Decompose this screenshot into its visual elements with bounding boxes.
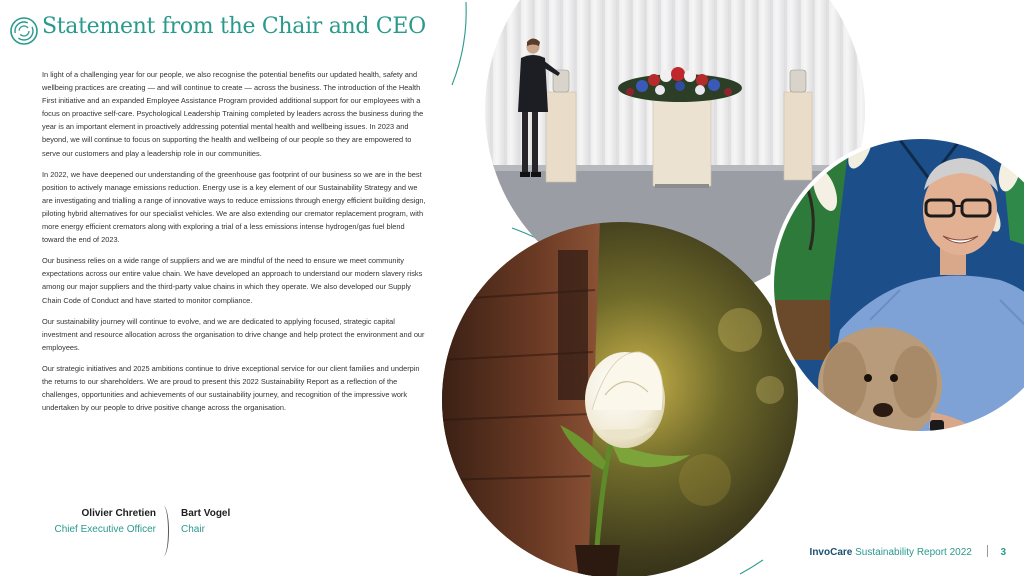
page-number: 3 (1000, 547, 1006, 558)
decorative-arc (740, 560, 763, 574)
chair-name: Bart Vogel (181, 508, 231, 519)
paragraph-emissions: In 2022, we have deepened our understanding of the greenhouse gas footprint of our business so we are in the best position to actively manage emissions reduction. Energy use is a key element of our Sustainability Strategy and we are investigating and trialling a range of innovative ways to reduce emissions through energy efficient building design, piloting hybrid alternatives for our specialist vehicles. We are also extending our cremator replacement program, with more energy efficient cremators along with exploring a trial of a less emissions intense hydrogen/gas fuel blend toward the end of 2023. (42, 169, 426, 245)
paragraph-suppliers: Our business relies on a wide range of suppliers and we are mindful of the need to ensure we meet community expectations across our entire value chain. We have developed an approach to understand our modern slavery risks among our major suppliers and the third-party value chains in which they operate. We also developed our Supply Chain Code of Conduct and have started to monitor compliance. (42, 256, 423, 305)
footer-divider (987, 545, 988, 557)
ceo-role: Chief Executive Officer (54, 524, 156, 535)
chair-role: Chair (181, 524, 205, 535)
paragraph-wellbeing: In light of a challenging year for our people, we also recognise the potential benefits our updated health, safety and wellbeing practices are creating — and will continue to create — across the business. The introduction of the Health First initiative and an expanded Employee Assistance Program provided additional support for our employees with a focus on proactive self-care. Psychological Leadership Training completed by leaders across the business during the year is an important element in proactively addressing potential mental health and wellbeing issues. In 2023 and beyond, we will continue to focus on supporting the health and wellbeing of our people so they are empowered to serve our customers and play a leadership role in our communities. (42, 70, 424, 158)
decorative-arc (452, 2, 466, 85)
footer-brand: InvoCare (809, 547, 853, 558)
page-title: Statement from the Chair and CEO (42, 14, 426, 39)
page-footer (810, 545, 1006, 558)
footer-report-title: Sustainability Report 2022 (855, 547, 972, 558)
paragraph-ambitions: Our strategic initiatives and 2025 ambitions continue to drive exceptional service for our client families and underpin the returns to our shareholders. We are proud to present this 2022 Sustainability Report as a reflection of the challenges, opportunities and achievements of our sustainability journey, and recognition of the impressive work undertaken by our people to drive positive change across the organisation. (42, 363, 420, 413)
paragraph-journey: Our sustainability journey will continue to evolve, and we are dedicated to applying focused, strategic capital investment and resource allocation across the organisation to drive change and help protect the environment and our employees. (42, 316, 425, 352)
ceo-name: Olivier Chretien (81, 508, 156, 519)
